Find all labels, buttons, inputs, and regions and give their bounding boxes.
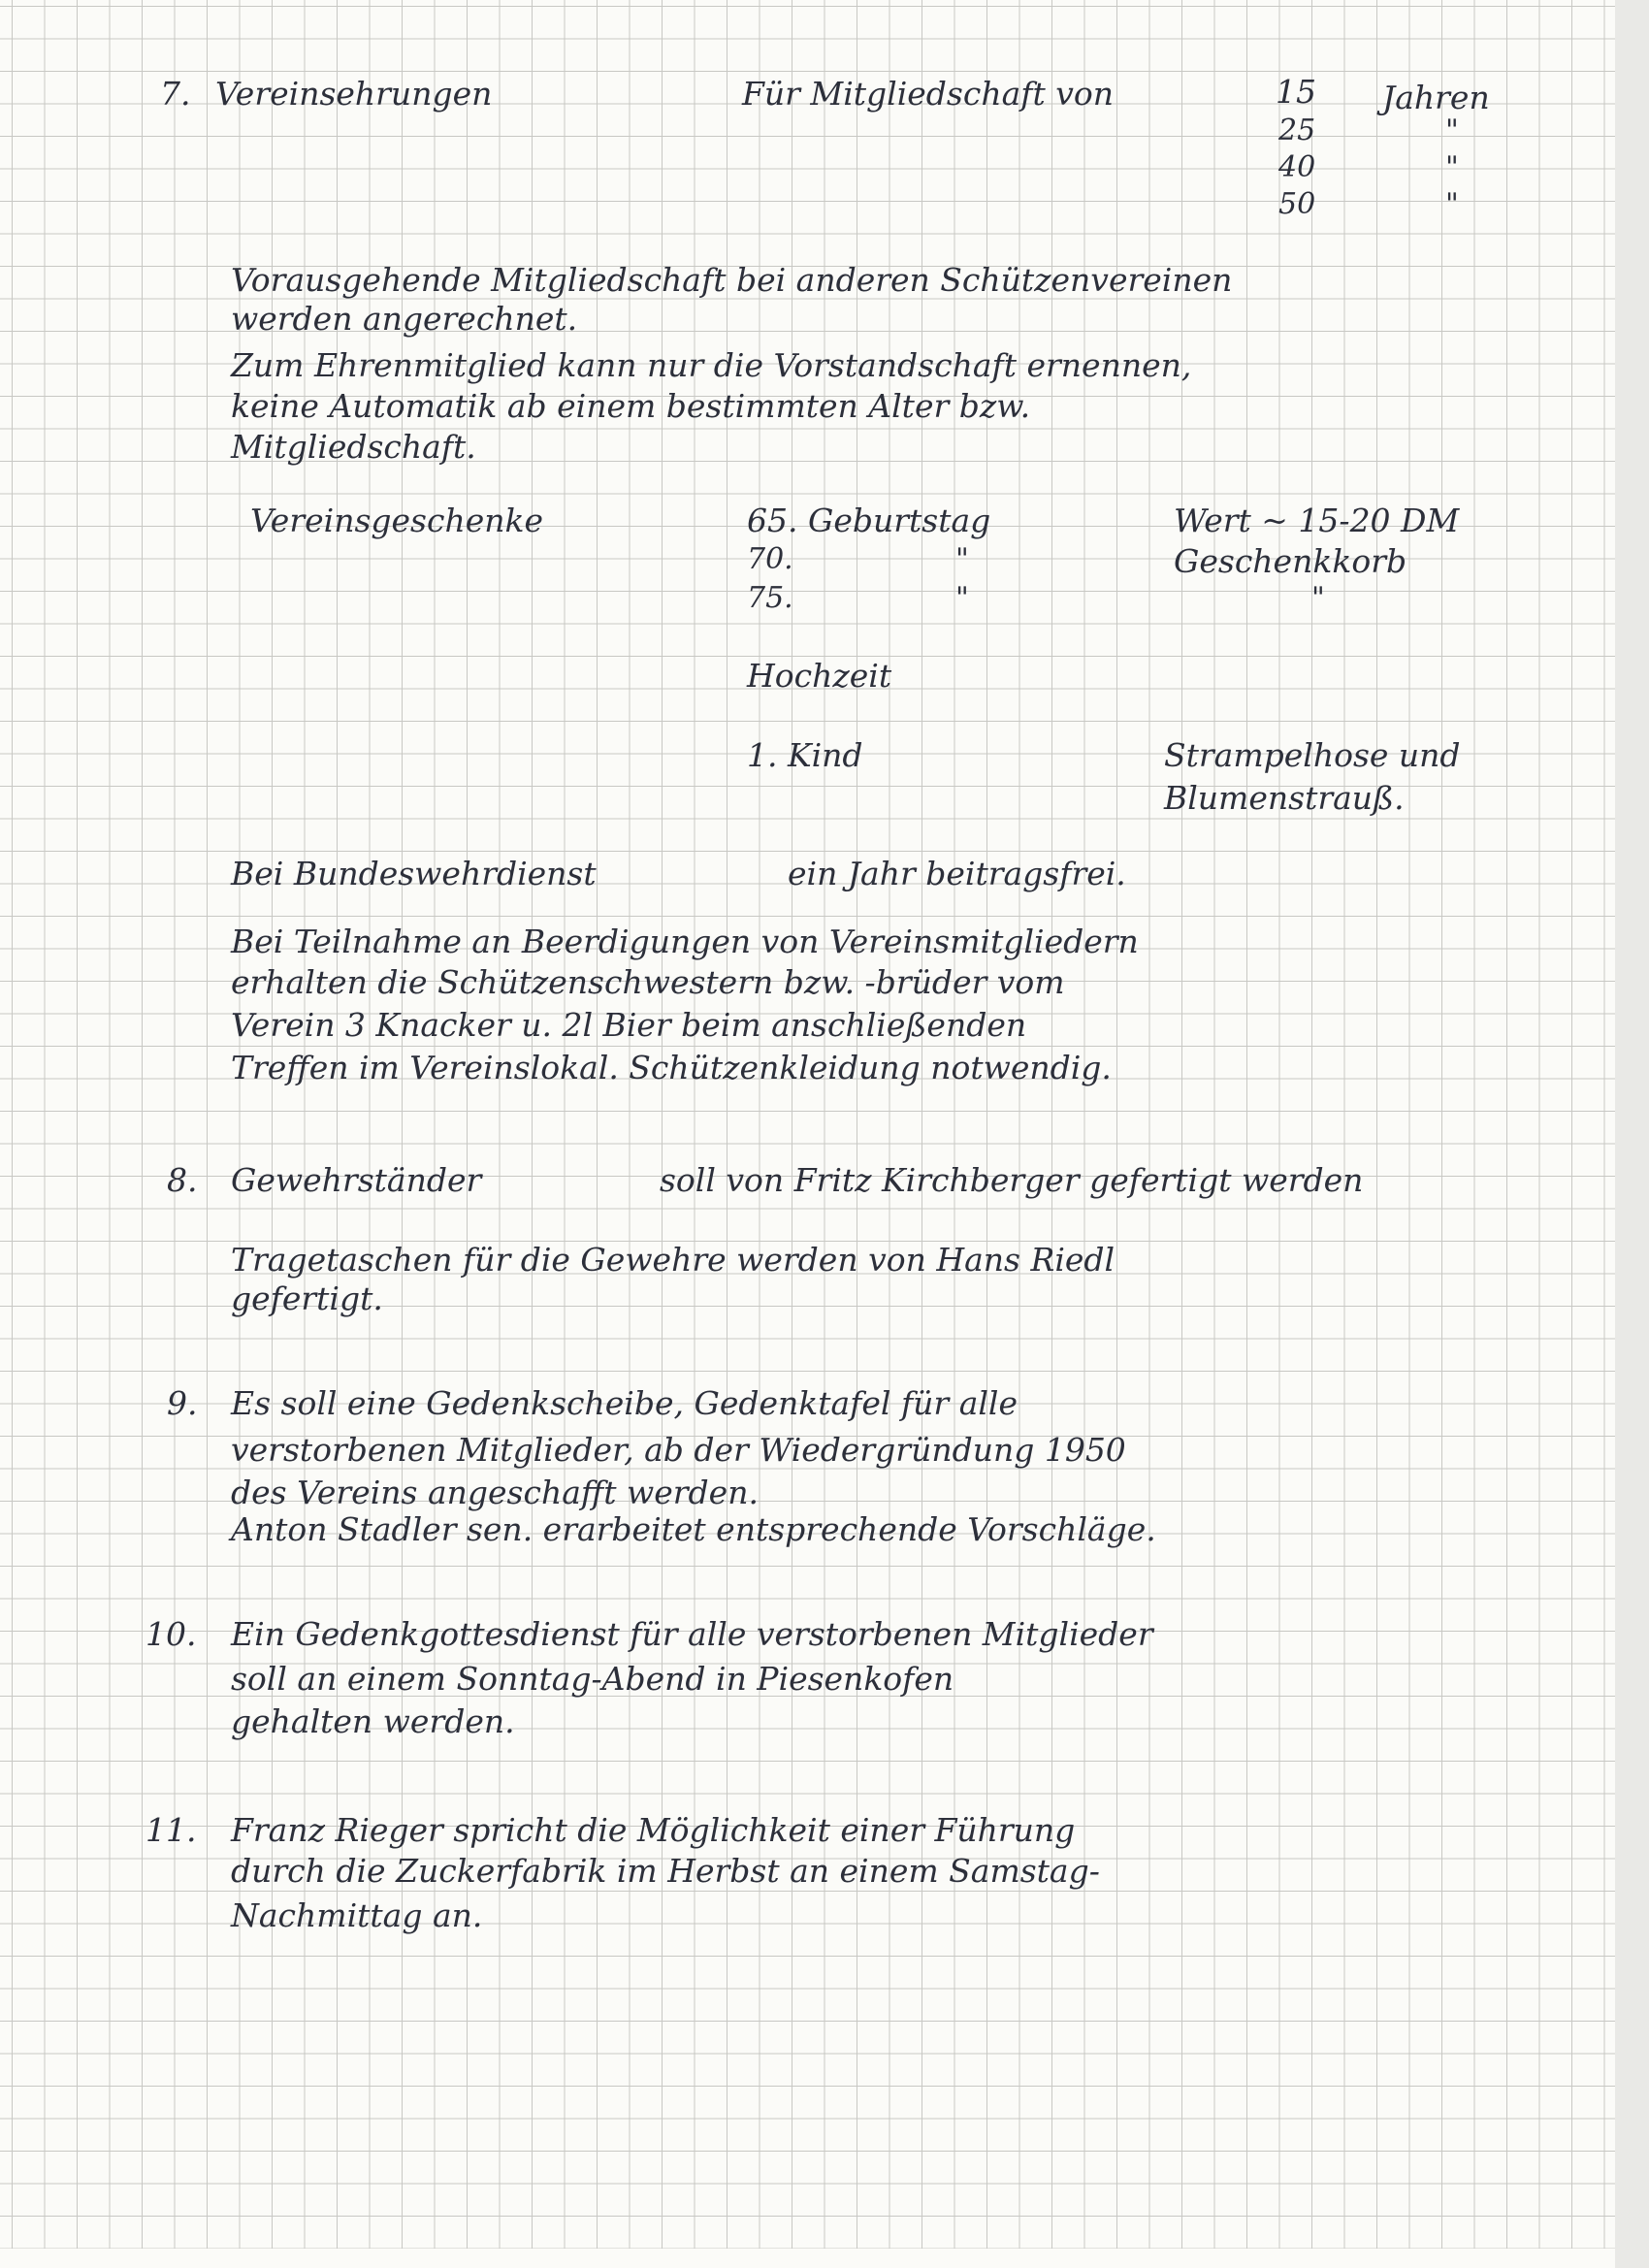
text-line: Strampelhose und xyxy=(1164,736,1461,774)
ditto-mark: " xyxy=(1445,113,1459,147)
text-line: Jahren xyxy=(1382,79,1490,116)
text-line: Treffen im Vereinslokal. Schützenkleidung notwendig. xyxy=(231,1049,1112,1086)
text-line: Vorausgehende Mitgliedschaft bei anderen Schützenvereinen xyxy=(231,261,1233,299)
text-line: Verein 3 Knacker u. 2l Bier beim anschließenden xyxy=(231,1006,1027,1044)
text-line: werden angerechnet. xyxy=(231,300,578,338)
text-line: soll an einem Sonntag-Abend in Piesenkofen xyxy=(231,1660,954,1698)
text-line: Bei Teilnahme an Beerdigungen von Vereinsmitgliedern xyxy=(231,923,1139,960)
number-value: 25 xyxy=(1278,113,1316,147)
item-number: 9. xyxy=(167,1384,198,1422)
text-line: Mitgliedschaft. xyxy=(231,428,476,466)
ditto-mark: " xyxy=(955,581,969,615)
text-line: Geschenkkorb xyxy=(1174,542,1407,580)
number-value: 70. xyxy=(747,542,793,576)
text-line: Blumenstrauß. xyxy=(1164,779,1405,817)
item-number: 10. xyxy=(146,1615,197,1653)
number-value: 40 xyxy=(1278,150,1316,184)
ditto-mark: " xyxy=(1445,187,1459,221)
number-value: 75. xyxy=(747,581,793,615)
text-line: soll von Fritz Kirchberger gefertigt werden xyxy=(660,1161,1364,1199)
text-line: des Vereins angeschafft werden. xyxy=(231,1474,759,1511)
text-line: durch die Zuckerfabrik im Herbst an einem Samstag- xyxy=(231,1852,1100,1890)
text-line: Für Mitgliedschaft von xyxy=(742,75,1114,113)
ditto-mark: " xyxy=(1445,150,1459,184)
text-line: Bei Bundeswehrdienst xyxy=(231,855,597,892)
item-number: 11. xyxy=(146,1811,197,1849)
text-line: Franz Rieger spricht die Möglichkeit einer Führung xyxy=(231,1811,1076,1849)
text-line: Es soll eine Gedenkscheibe, Gedenktafel für alle xyxy=(231,1384,1018,1422)
subheading: Vereinsgeschenke xyxy=(250,502,544,539)
text-line: Wert ~ 15-20 DM xyxy=(1174,502,1460,539)
text-line: Hochzeit xyxy=(747,657,892,695)
text-line: Nachmittag an. xyxy=(231,1896,483,1934)
text-line: Tragetaschen für die Gewehre werden von Hans Riedl xyxy=(231,1241,1116,1279)
ditto-mark: " xyxy=(955,542,969,576)
number-value: 50 xyxy=(1278,187,1316,221)
text-line: gefertigt. xyxy=(231,1280,383,1317)
text-line: Zum Ehrenmitglied kann nur die Vorstandschaft ernennen, xyxy=(231,346,1192,384)
text-line: verstorbenen Mitglieder, ab der Wiedergründung 1950 xyxy=(231,1431,1126,1469)
paper-bottom-margin xyxy=(0,2249,1615,2268)
item-heading: Gewehrständer xyxy=(231,1161,482,1199)
text-line: Anton Stadler sen. erarbeitet entsprechende Vorschläge. xyxy=(231,1510,1156,1548)
item-number: 7. xyxy=(160,75,191,113)
item-number: 8. xyxy=(167,1161,198,1199)
text-line: 1. Kind xyxy=(747,736,863,774)
text-line: keine Automatik ab einem bestimmten Alter bzw. xyxy=(231,387,1031,425)
text-line: Ein Gedenkgottesdienst für alle verstorbenen Mitglieder xyxy=(231,1615,1153,1653)
text-line: erhalten die Schützenschwestern bzw. -brüder vom xyxy=(231,963,1065,1001)
text-line: 65. Geburtstag xyxy=(747,502,991,539)
number-value: 15 xyxy=(1276,73,1316,111)
text-line: gehalten werden. xyxy=(231,1702,515,1740)
ditto-mark: " xyxy=(1311,581,1325,615)
text-line: ein Jahr beitragsfrei. xyxy=(788,855,1126,892)
item-heading: Vereinsehrungen xyxy=(215,75,493,113)
